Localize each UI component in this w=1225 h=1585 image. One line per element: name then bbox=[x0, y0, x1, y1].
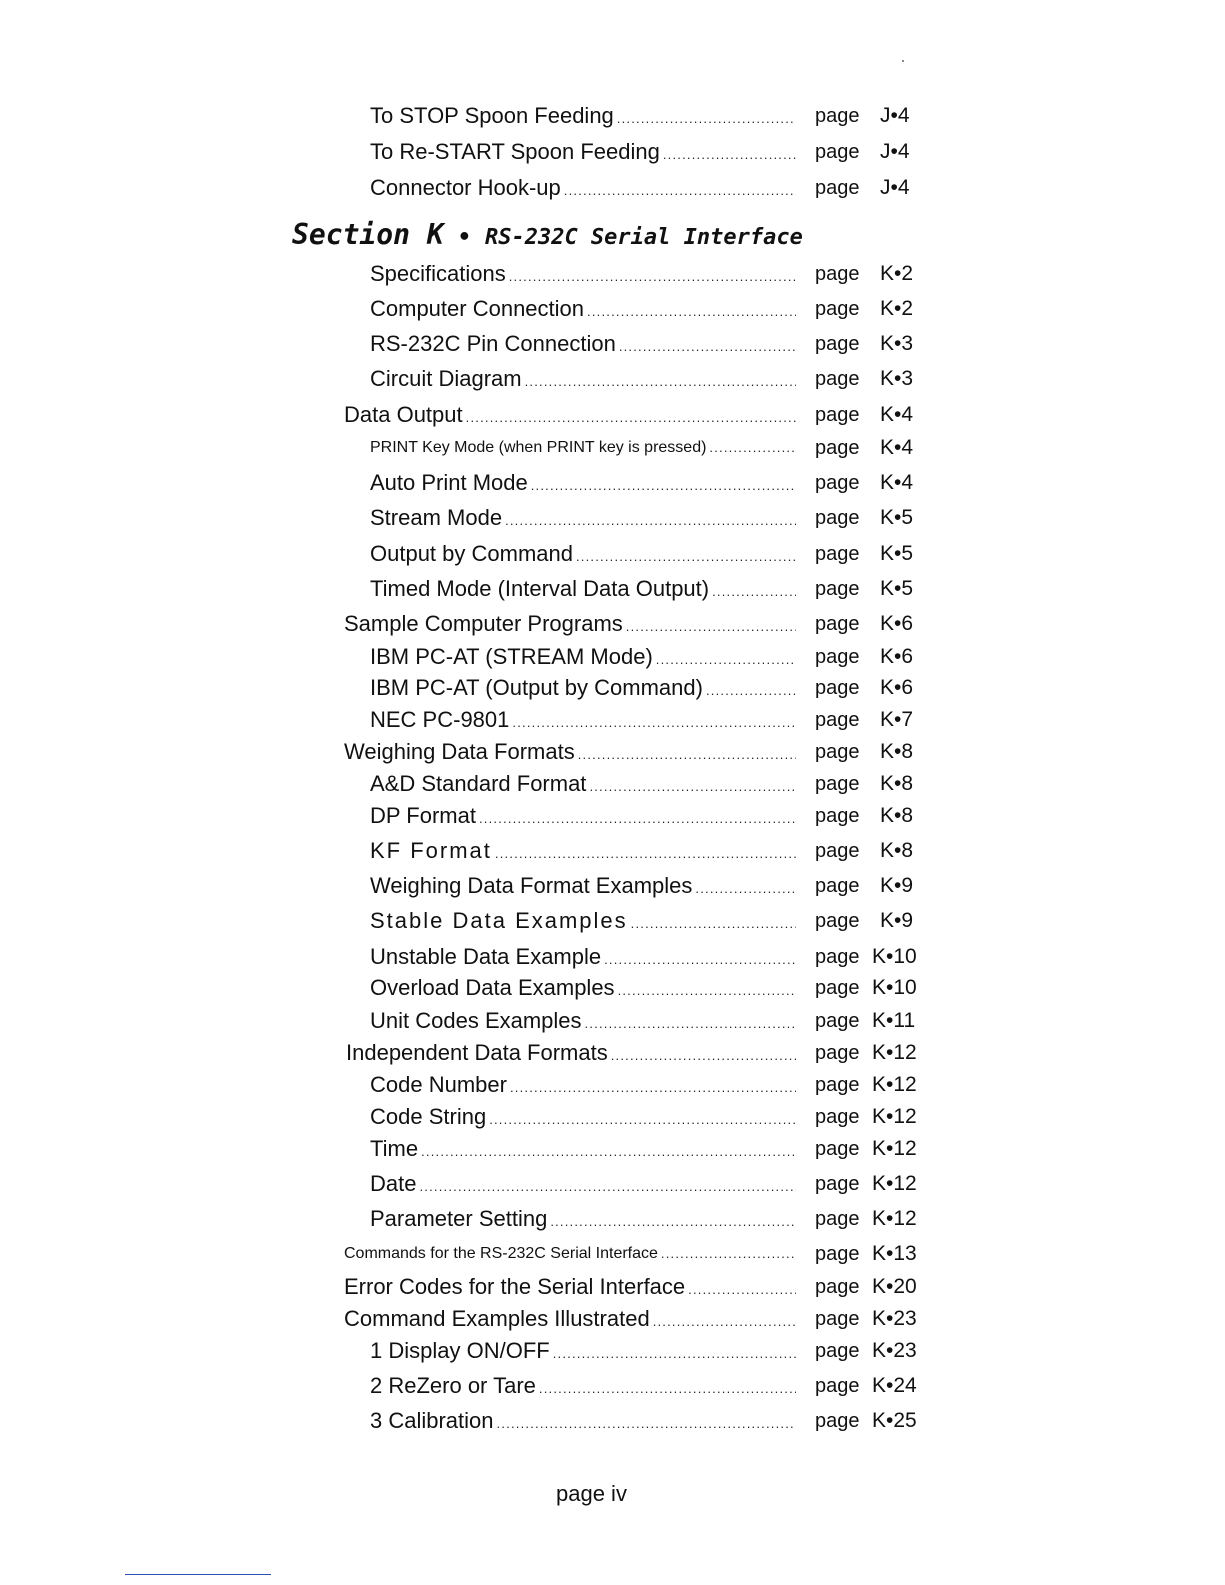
toc-entry bbox=[370, 834, 914, 868]
toc-entry-page-number: K•6 bbox=[880, 676, 914, 699]
toc-entry-label: Computer Connection bbox=[370, 296, 585, 321]
toc-entry-page-number: K•12 bbox=[872, 1172, 917, 1195]
dot-leader bbox=[712, 575, 796, 609]
toc-entry bbox=[370, 799, 914, 833]
toc-entry bbox=[370, 971, 917, 1005]
toc-entry bbox=[344, 735, 914, 769]
dot-leader bbox=[550, 1205, 796, 1239]
toc-entry-page-number: K•10 bbox=[872, 976, 917, 999]
toc-entry-page-word: page bbox=[815, 472, 860, 494]
page-footer: page iv bbox=[556, 1481, 627, 1506]
toc-entry-page-number: K•9 bbox=[880, 874, 914, 897]
toc-entry-page-word: page bbox=[815, 1106, 860, 1128]
dot-leader bbox=[587, 295, 796, 329]
toc-entry-page-number: K•3 bbox=[880, 332, 914, 355]
toc-entry-page-word: page bbox=[815, 1340, 860, 1362]
toc-entry-label: Sample Computer Programs bbox=[344, 611, 623, 636]
toc-entry-label: Time bbox=[370, 1136, 419, 1161]
toc-entry-label: Independent Data Formats bbox=[346, 1040, 608, 1065]
toc-entry-label: Code String bbox=[370, 1104, 487, 1129]
toc-entry-page-word: page bbox=[815, 910, 860, 932]
toc-entry-label: Circuit Diagram bbox=[370, 366, 522, 391]
toc-entry-page-number: K•8 bbox=[880, 740, 914, 763]
toc-entry bbox=[370, 537, 914, 571]
toc-entry-page-word: page bbox=[815, 298, 860, 320]
toc-entry-label: KF Format bbox=[370, 838, 492, 863]
toc-entry-label: Code Number bbox=[370, 1072, 507, 1097]
dot-leader bbox=[531, 469, 796, 503]
toc-entry-page-number: K•2 bbox=[880, 262, 914, 285]
toc-entry-page-word: page bbox=[815, 105, 860, 127]
toc-entry-page-word: page bbox=[815, 1010, 860, 1032]
toc-entry bbox=[370, 767, 914, 801]
toc-entry-label: Data Output bbox=[344, 402, 463, 427]
toc-entry-label: To STOP Spoon Feeding bbox=[370, 103, 614, 128]
toc-entry-page-number: K•12 bbox=[872, 1073, 917, 1096]
toc-entry-page-number: K•20 bbox=[872, 1275, 917, 1298]
section-name: Section K bbox=[292, 218, 444, 251]
toc-entry-page-number: K•5 bbox=[880, 577, 914, 600]
toc-entry-label: Unstable Data Example bbox=[370, 944, 602, 969]
dot-leader bbox=[661, 1237, 796, 1271]
toc-entry bbox=[370, 1068, 917, 1102]
toc-entry-page-word: page bbox=[815, 333, 860, 355]
toc-entry-label: Command Examples Illustrated bbox=[344, 1306, 650, 1331]
toc-entry-label: Commands for the RS-232C Serial Interface bbox=[344, 1245, 658, 1262]
toc-entry-label: To Re-START Spoon Feeding bbox=[370, 139, 660, 164]
dot-leader bbox=[525, 365, 796, 399]
dot-leader bbox=[419, 1170, 796, 1204]
toc-entry-page-number: K•4 bbox=[880, 471, 914, 494]
dot-leader bbox=[495, 837, 796, 871]
toc-entry-page-word: page bbox=[815, 177, 860, 199]
toc-entry bbox=[370, 327, 914, 361]
dot-leader bbox=[576, 540, 796, 574]
toc-entry-page-word: page bbox=[815, 646, 860, 668]
toc-entry bbox=[370, 171, 910, 205]
toc-entry-page-word: page bbox=[815, 368, 860, 390]
toc-entry bbox=[370, 362, 914, 396]
toc-entry-page-word: page bbox=[815, 1042, 860, 1064]
toc-entry-page-number: K•10 bbox=[872, 945, 917, 968]
toc-entry-page-word: page bbox=[815, 141, 860, 163]
toc-entry bbox=[370, 671, 914, 705]
dot-leader bbox=[505, 504, 796, 538]
toc-entry-page-word: page bbox=[815, 1173, 860, 1195]
toc-entry-label: 2 ReZero or Tare bbox=[370, 1373, 536, 1398]
scan-speck bbox=[902, 60, 904, 62]
toc-entry-label: Specifications bbox=[370, 261, 506, 286]
toc-entry-label: A&D Standard Format bbox=[370, 771, 587, 796]
toc-entry-page-number: K•11 bbox=[872, 1009, 916, 1032]
toc-entry-label: Connector Hook-up bbox=[370, 175, 561, 200]
toc-entry-page-number: K•5 bbox=[880, 506, 914, 529]
toc-entry bbox=[370, 1404, 917, 1438]
toc-entry bbox=[344, 1270, 917, 1304]
toc-entry-page-number: K•7 bbox=[880, 708, 914, 731]
section-heading bbox=[292, 218, 803, 262]
toc-entry-page-number: K•24 bbox=[872, 1374, 917, 1397]
toc-entry bbox=[370, 466, 914, 500]
toc-entry bbox=[370, 135, 910, 169]
toc-entry-page-number: K•12 bbox=[872, 1207, 917, 1230]
toc-entry bbox=[344, 1302, 917, 1336]
dot-leader bbox=[709, 431, 796, 465]
dot-leader bbox=[466, 401, 796, 435]
toc-entry bbox=[346, 1036, 917, 1070]
toc-entry-page-number: K•13 bbox=[872, 1242, 917, 1265]
toc-entry-page-number: J•4 bbox=[880, 176, 910, 199]
toc-entry-page-number: K•8 bbox=[880, 839, 914, 862]
toc-entry-page-number: K•8 bbox=[880, 772, 914, 795]
toc-entry-page-number: K•9 bbox=[880, 909, 914, 932]
toc-entry-page-word: page bbox=[815, 946, 860, 968]
toc-entry-page-word: page bbox=[815, 805, 860, 827]
toc-entry-page-number: K•12 bbox=[872, 1041, 917, 1064]
toc-entry-page-number: K•6 bbox=[880, 645, 914, 668]
toc-entry-page-word: page bbox=[815, 543, 860, 565]
toc-entry-label: Parameter Setting bbox=[370, 1206, 548, 1231]
dot-leader bbox=[617, 102, 796, 136]
toc-entry bbox=[370, 1369, 917, 1403]
toc-entry-page-word: page bbox=[815, 1138, 860, 1160]
toc-entry-label: Stream Mode bbox=[370, 505, 503, 530]
toc-entry bbox=[370, 1004, 916, 1038]
dot-leader bbox=[479, 802, 796, 836]
toc-entry-page-number: J•4 bbox=[880, 140, 910, 163]
toc-entry-label: DP Format bbox=[370, 803, 476, 828]
toc-entry-page-number: K•4 bbox=[880, 403, 914, 426]
toc-entry-page-word: page bbox=[815, 613, 860, 635]
dot-leader bbox=[631, 907, 796, 941]
toc-entry bbox=[370, 940, 917, 974]
toc-entry-page-word: page bbox=[815, 773, 860, 795]
toc-entry bbox=[370, 292, 914, 326]
bottom-rule bbox=[125, 1574, 271, 1575]
toc-entry-page-number: K•6 bbox=[880, 612, 914, 635]
toc-entry-page-number: J•4 bbox=[880, 104, 910, 127]
toc-entry bbox=[370, 904, 914, 938]
toc-entry bbox=[370, 869, 914, 903]
toc-entry bbox=[370, 1202, 917, 1236]
dot-leader bbox=[619, 330, 796, 364]
dot-leader bbox=[626, 610, 796, 644]
toc-entry-page-number: K•8 bbox=[880, 804, 914, 827]
dot-leader bbox=[509, 260, 796, 294]
toc-entry-page-number: K•2 bbox=[880, 297, 914, 320]
toc-entry-label: IBM PC-AT (Output by Command) bbox=[370, 675, 703, 700]
toc-entry-page-word: page bbox=[815, 507, 860, 529]
toc-entry-label: Timed Mode (Interval Data Output) bbox=[370, 576, 710, 601]
toc-entry-page-word: page bbox=[815, 1276, 860, 1298]
toc-entry bbox=[370, 572, 914, 606]
toc-entry-page-word: page bbox=[815, 263, 860, 285]
toc-entry-page-number: K•23 bbox=[872, 1307, 917, 1330]
toc-entry-label: PRINT Key Mode (when PRINT key is pressed) bbox=[370, 439, 707, 456]
toc-entry-label: Date bbox=[370, 1171, 417, 1196]
toc-entry bbox=[370, 703, 914, 737]
toc-entry-page-word: page bbox=[815, 741, 860, 763]
toc-entry-page-number: K•4 bbox=[880, 436, 914, 459]
toc-entry-label: Auto Print Mode bbox=[370, 470, 528, 495]
toc-entry bbox=[370, 431, 914, 465]
toc-entry-page-word: page bbox=[815, 875, 860, 897]
section-bullet: • bbox=[457, 225, 471, 250]
toc-entry bbox=[344, 398, 914, 432]
toc-entry-page-word: page bbox=[815, 1308, 860, 1330]
toc-entry-page-word: page bbox=[815, 840, 860, 862]
toc-entry bbox=[370, 1167, 917, 1201]
dot-leader bbox=[497, 1407, 796, 1441]
toc-entry bbox=[344, 607, 914, 641]
toc-entry-label: Weighing Data Format Examples bbox=[370, 873, 693, 898]
toc-entry-label: Unit Codes Examples bbox=[370, 1008, 582, 1033]
section-title: RS-232C Serial Interface bbox=[484, 225, 803, 250]
toc-entry-label: IBM PC-AT (STREAM Mode) bbox=[370, 644, 653, 669]
toc-entry-page-word: page bbox=[815, 1410, 860, 1432]
toc-entry-page-number: K•5 bbox=[880, 542, 914, 565]
toc-entry-page-number: K•25 bbox=[872, 1409, 917, 1432]
toc-entry-page-word: page bbox=[815, 1074, 860, 1096]
toc-entry bbox=[370, 501, 914, 535]
toc-entry-label: 1 Display ON/OFF bbox=[370, 1338, 550, 1363]
dot-leader bbox=[663, 138, 796, 172]
dot-leader bbox=[564, 174, 796, 208]
toc-entry-page-word: page bbox=[815, 437, 860, 459]
dot-leader bbox=[553, 1337, 796, 1371]
toc-entry-page-word: page bbox=[815, 1243, 860, 1265]
toc-entry-label: Output by Command bbox=[370, 541, 573, 566]
toc-entry-page-word: page bbox=[815, 1375, 860, 1397]
toc-entry-page-word: page bbox=[815, 977, 860, 999]
toc-entry bbox=[370, 640, 914, 674]
toc-entry-label: RS-232C Pin Connection bbox=[370, 331, 616, 356]
toc-entry bbox=[370, 1334, 917, 1368]
dot-leader bbox=[695, 872, 796, 906]
toc-entry bbox=[370, 1132, 917, 1166]
toc-entry-label: Error Codes for the Serial Interface bbox=[344, 1274, 686, 1299]
toc-entry-label: Weighing Data Formats bbox=[344, 739, 575, 764]
toc-entry-page-number: K•12 bbox=[872, 1105, 917, 1128]
toc-entry-label: NEC PC-9801 bbox=[370, 707, 510, 732]
toc-entry-label: Stable Data Examples bbox=[370, 908, 628, 933]
dot-leader bbox=[618, 974, 796, 1008]
toc-entry-page-word: page bbox=[815, 578, 860, 600]
toc-entry-page-word: page bbox=[815, 404, 860, 426]
toc-entry-page-word: page bbox=[815, 709, 860, 731]
toc-entry-label: 3 Calibration bbox=[370, 1408, 494, 1433]
toc-entry-page-number: K•23 bbox=[872, 1339, 917, 1362]
toc-entry-page-word: page bbox=[815, 677, 860, 699]
toc-entry-page-number: K•12 bbox=[872, 1137, 917, 1160]
dot-leader bbox=[539, 1372, 796, 1406]
toc-entry-page-word: page bbox=[815, 1208, 860, 1230]
toc-entry bbox=[370, 257, 914, 291]
toc-entry-page-number: K•3 bbox=[880, 367, 914, 390]
toc-entry-label: Overload Data Examples bbox=[370, 975, 615, 1000]
toc-entry bbox=[370, 99, 910, 133]
dot-leader bbox=[421, 1135, 796, 1169]
toc-entry bbox=[344, 1237, 917, 1271]
toc-entry bbox=[370, 1100, 917, 1134]
